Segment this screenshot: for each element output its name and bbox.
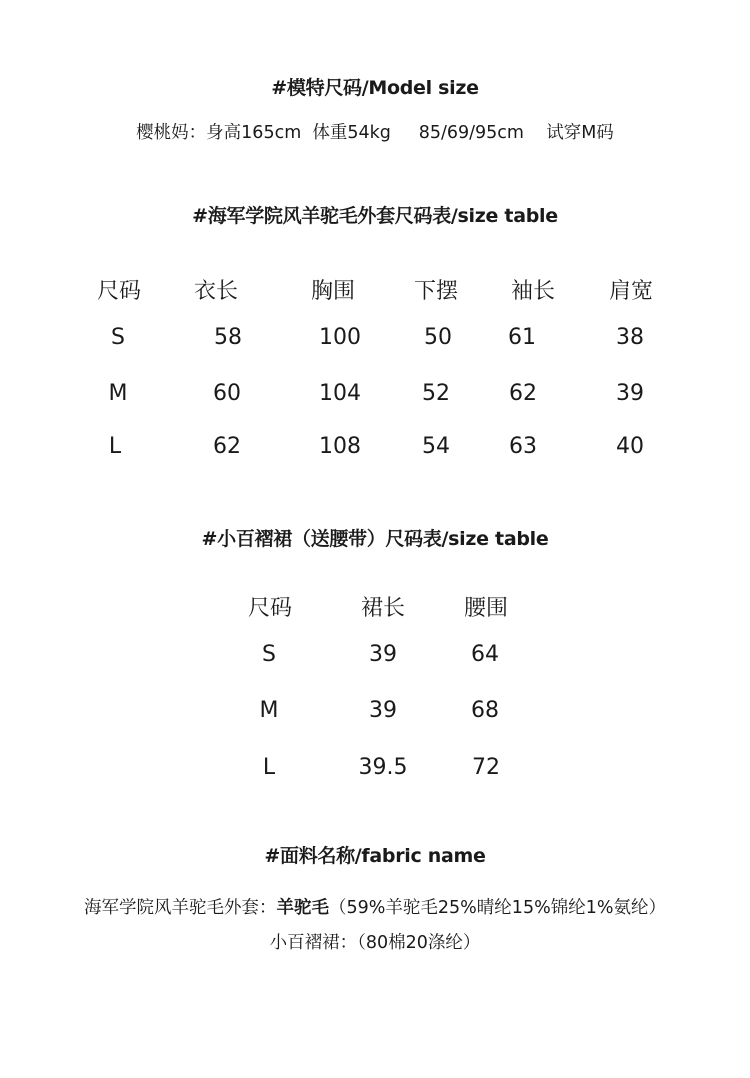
coat-header-length: 衣长: [193, 279, 239, 304]
fabric-skirt-line: 小百褶裙：（80棉20涤纶）: [269, 933, 481, 953]
skirt-row-m-waist: 68: [471, 698, 499, 723]
coat-header-bust: 胸围: [310, 279, 356, 304]
skirt-row-l-length: 39.5: [358, 755, 408, 780]
skirt-row-s-size: S: [262, 642, 276, 667]
coat-row-m-size: M: [108, 381, 128, 406]
skirt-header-length: 裙长: [360, 596, 406, 621]
model-size-info: 樱桃妈：身高165cm 体重54kg 85/69/95cm 试穿M码: [136, 123, 614, 143]
fabric-coat-material: 羊驼毛: [276, 898, 330, 918]
coat-row-l-shoulder: 40: [616, 434, 644, 459]
coat-row-m-shoulder: 39: [616, 381, 644, 406]
coat-row-l-sleeve: 63: [509, 434, 537, 459]
coat-row-m-hem: 52: [422, 381, 450, 406]
fabric-title: #面料名称/fabric name: [264, 845, 486, 867]
coat-row-s-shoulder: 38: [616, 325, 644, 350]
coat-header-size: 尺码: [96, 279, 142, 304]
skirt-row-s-waist: 64: [471, 642, 499, 667]
coat-row-m-sleeve: 62: [509, 381, 537, 406]
coat-table-title: #海军学院风羊驼毛外套尺码表/size table: [192, 205, 558, 227]
skirt-row-l-waist: 72: [472, 755, 500, 780]
coat-row-l-length: 62: [213, 434, 241, 459]
coat-row-m-length: 60: [213, 381, 241, 406]
skirt-row-s-length: 39: [369, 642, 397, 667]
coat-row-s-size: S: [111, 325, 125, 350]
coat-row-s-length: 58: [214, 325, 242, 350]
skirt-row-m-size: M: [259, 698, 279, 723]
coat-row-l-hem: 54: [422, 434, 450, 459]
fabric-coat-detail: （59%羊驼毛25%晴纶15%锦纶1%氨纶）: [329, 898, 666, 918]
coat-row-l-size: L: [108, 434, 122, 459]
coat-header-hem: 下摆: [413, 279, 459, 304]
model-size-title: #模特尺码/Model size: [271, 77, 479, 99]
coat-header-shoulder: 肩宽: [608, 279, 654, 304]
skirt-row-l-size: L: [262, 755, 276, 780]
coat-row-s-bust: 100: [319, 325, 361, 350]
fabric-coat-label: 海军学院风羊驼毛外套：: [84, 898, 277, 918]
coat-row-m-bust: 104: [319, 381, 361, 406]
skirt-table-title: #小百褶裙（送腰带）尺码表/size table: [201, 528, 549, 550]
skirt-header-waist: 腰围: [463, 596, 509, 621]
coat-header-sleeve: 袖长: [510, 279, 556, 304]
skirt-row-m-length: 39: [369, 698, 397, 723]
coat-row-s-hem: 50: [424, 325, 452, 350]
coat-row-s-sleeve: 61: [508, 325, 536, 350]
skirt-header-size: 尺码: [247, 596, 293, 621]
coat-row-l-bust: 108: [319, 434, 361, 459]
fabric-coat-line: [0, 894, 750, 919]
